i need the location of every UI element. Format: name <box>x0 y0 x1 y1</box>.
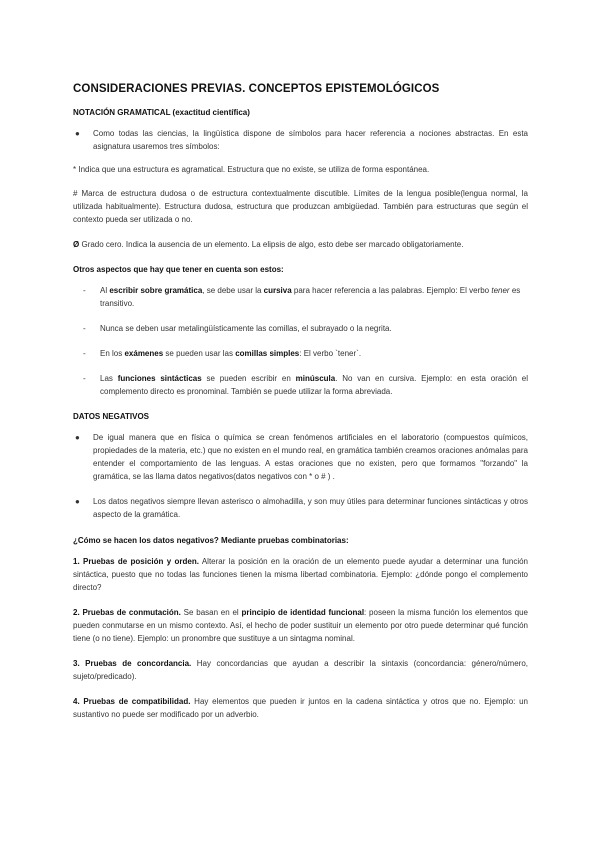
bullet-icon: ● <box>75 497 80 506</box>
prueba-posicion: 1. Pruebas de posición y orden. Alterar la posición en la oración de un elemento puede ayudar a determinar una función sintáctica, puesto que no todas las funciones tienen la misma libertad combinatoria. Ejemplo: ¿dónde pongo el complemento directo? <box>73 557 528 592</box>
prueba-compatibilidad: 4. Pruebas de compatibilidad. Hay elementos que pueden ir juntos en la cadena sintáctica y otros que no. Ejemplo: un sustantivo no puede ser modificado por un adverbio. <box>73 697 529 719</box>
notacion-bullet: ● Como todas las ciencias, la lingüística dispone de símbolos para hacer referencia a nociones abstractas. En esta asignatura usaremos tres símbolos: <box>75 129 528 151</box>
bullet-icon: ● <box>75 433 80 442</box>
otros-heading: Otros aspectos que hay que tener en cuenta son estos: <box>73 265 284 274</box>
otros-item-comillas: - Nunca se deben usar metalingüísticamente las comillas, el subrayado o la negrita. <box>83 324 392 333</box>
zero-symbol: Ø <box>73 240 80 249</box>
asterisk-definition: * Indica que una estructura es agramatical. Estructura que no existe, se utiliza de forma espontánea. <box>73 165 430 174</box>
zero-definition: Ø Grado cero. Indica la ausencia de un elemento. La elipsis de algo, esto debe ser marcado obligatoriamente. <box>73 240 464 249</box>
otros-item-examenes: - En los exámenes se pueden usar las comillas simples: El verbo `tener`. <box>83 349 362 358</box>
prueba-conmutacion: 2. Pruebas de conmutación. Se basan en el principio de identidad funcional: poseen la misma función los elementos que pueden conmutarse en un mismo contexto. Así, el hecho de poder sustituir un elemento por otro puede determinar qué función tiene (o no tiene). Ejemplo: un pronombre que sustituye a un sintagma nominal. <box>73 608 529 643</box>
otros-item-funciones: - Las funciones sintácticas se pueden escribir en minúscula. No van en cursiva. Ejemplo: en esta oración el complemento directo es pronominal. También se puede utilizar la forma abreviada. <box>83 374 529 396</box>
dash-icon: - <box>83 349 86 358</box>
dash-icon: - <box>83 324 86 333</box>
hash-definition: # Marca de estructura dudosa o de estructura contextualmente discutible. Límites de la lengua posible(lengua normal, la utilizada habitualmente). Estructura dudosa, estructura que produzcan ambigüedad. También para estructuras que según el contexto pueda ser utilizada o no. <box>73 189 528 224</box>
page-title: CONSIDERACIONES PREVIAS. CONCEPTOS EPISTEMOLÓGICOS <box>73 83 440 95</box>
datos-heading: DATOS NEGATIVOS <box>73 412 150 421</box>
prueba-concordancia: 3. Pruebas de concordancia. Hay concordancias que ayudan a describir la sintaxis (concordancia: género/número, sujeto/predicado). <box>73 659 529 681</box>
dash-icon: - <box>83 286 86 295</box>
dash-icon: - <box>83 374 86 383</box>
notacion-heading: NOTACIÓN GRAMATICAL (exactitud científica) <box>73 108 250 117</box>
datos-bullet-1: ● De igual manera que en física o química se crean fenómenos artificiales en el laboratorio (compuestos químicos, propiedades de la materia, etc.) que no existen en el mundo real, en gramática también creamos oraciones anómalas para entender el comportamiento de las lenguas. A estas oraciones que no existen, pero que formamos "forzando" la gramática, se las llama datos negativos(datos negativos con * o # ) . <box>75 433 528 481</box>
bullet-icon: ● <box>75 129 80 138</box>
hash-symbol: # <box>73 189 78 198</box>
asterisk-symbol: * <box>73 165 77 174</box>
pruebas-heading: ¿Cómo se hacen los datos negativos? Mediante pruebas combinatorias: <box>73 536 349 545</box>
otros-item-cursiva: - Al escribir sobre gramática, se debe usar la cursiva para hacer referencia a las palabras. Ejemplo: El verbo tener es transitivo. <box>83 286 521 308</box>
datos-bullet-2: ● Los datos negativos siempre llevan asterisco o almohadilla, y son muy útiles para determinar funciones sintácticas y otros aspecto de la gramática. <box>75 497 528 519</box>
